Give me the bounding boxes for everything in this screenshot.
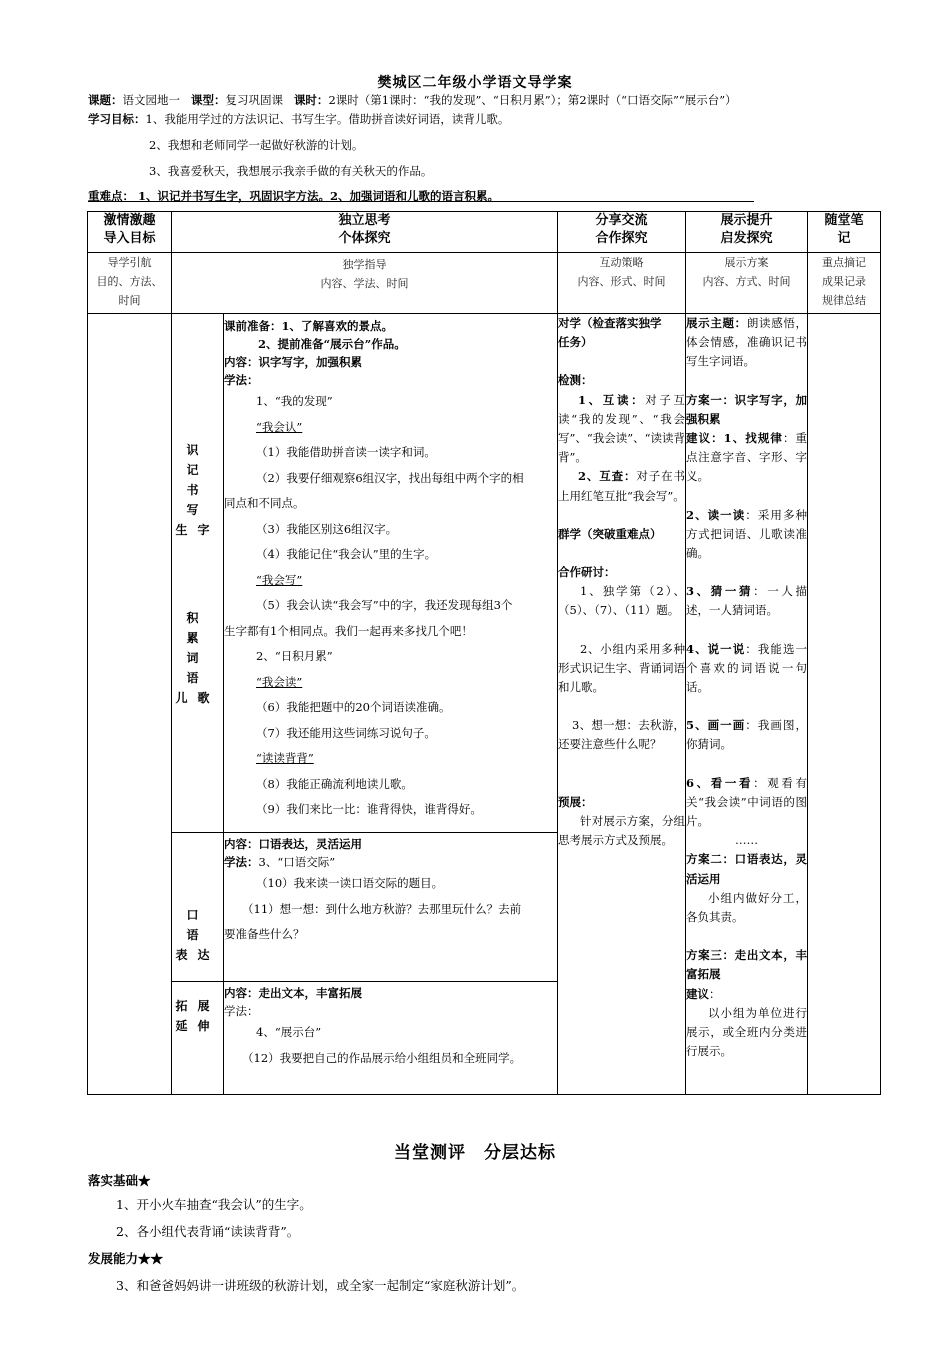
goal-1: 1、我能用学过的方法识记、书写生字。借助拼音读好词语，读背儿歌。 xyxy=(145,112,510,126)
header-col-2: 独立思考 个体探究 xyxy=(172,212,558,253)
basic-label: 落实基础★ xyxy=(88,1173,151,1188)
subheader-row xyxy=(88,253,881,314)
independent-study-cell-2: 内容：口语表达，灵活运用 学法：3、“口语交际” （10）我来读一读口语交际的题目。 （11）想一想：到什么地方秋游？去那里玩什么？去前 要准备些什么？ xyxy=(224,833,558,982)
side-label-kouyu: 口 语 表达 xyxy=(175,908,231,962)
display-plan-cell: 展示主题：朗读感悟，体会情感，准确识记书写生字词语。 方案一：识字写字，加强积累 建议：1、找规律：重点注意字音、字形、字义。 2、读一读：采用多种方式把词语、儿歌读准确。 3、猜一猜：一人描述，一人猜词语。 4、说一说：我能选一个喜欢的词语说一句话。 5、画一画：我画图，你猜词。 6、看一看：观看有关“我会读”中词语的图片。 …… 方案二：口语表达，灵活运用 小组内做好分工，各负其责。 方案三：走出文本，丰富拓展 建议： 以小组为单位进行展示，或全班内分类进行展示。 xyxy=(686,314,808,1095)
guide-column-cell xyxy=(88,314,172,1095)
type-label: 课型： xyxy=(190,93,226,107)
topic-label: 课题： xyxy=(88,93,123,107)
notes-cell xyxy=(808,314,881,1095)
hours-value: 2课时（第1课时：“我的发现”、“日积月累”）；第2课时（“口语交际”“展示台”） xyxy=(328,93,737,107)
evaluation-title: 当堂测评 分层达标 xyxy=(394,1143,556,1163)
side-label-cell-3 xyxy=(172,982,224,1095)
side-label-shizi: 识 记 书 写 生字 xyxy=(175,443,231,537)
ability-label: 发展能力★★ xyxy=(88,1251,164,1266)
independent-study-cell-3: 内容：走出文本，丰富拓展 学法： 4、“展示台” （12）我要把自己的作品展示给小组组员和全班同学。 xyxy=(224,982,558,1095)
side-label-cell-2 xyxy=(172,833,231,982)
type-value: 复习巩固课 xyxy=(225,93,283,107)
subheader-col-3: 互动策略 内容、形式、时间 xyxy=(558,253,686,314)
header-col-4: 展示提升 启发探究 xyxy=(686,212,808,253)
keypoints-text: 1、识记并书写生字，巩固识字方法。2、加强词语和儿歌的语言积累。 xyxy=(134,189,500,203)
goals-line-1 xyxy=(88,111,509,127)
independent-study-cell-1: 课前准备：1、了解喜欢的景点。 2、提前准备“展示台”作品。 内容：识字写字，加强积累 学法： 1、“我的发现” “我会认” （1）我能借助拼音读一读字和词。 （2）我要仔细观察6组汉字，找出每组中两个字的相 同点和不同点。 （3）我能区别这6组汉字。 （4）我能记住“我会认”里的生字。 “我会写” （5）我会认读“我会写”中的字，我还发现每组3个 生字都有1个相同点。我们一起再来多找几个吧！ 2、“日积月累” “我会读” （6）我能把题中的20个词语读准确。 （7）我还能用这些词练习说句子。 “读读背背” （8）我能正确流利地读儿歌。 （9）我们来比一比：谁背得快，谁背得好。 xyxy=(224,314,558,833)
basic-item-2: 2、各小组代表背诵“读读背背”。 xyxy=(116,1224,300,1239)
interaction-strategy-cell: 对学（检查落实独学 任务） 检测： 1、互读：对子互读“我的发现”、“我会写”、“我会读”、“读读背背”。 2、互查：对子在书上用红笔互批“我会写”。 群学（突破重难点） 合作研讨： 1、独学第（2）、（5）、（7）、（11）题。 2、小组内采用多种形式识记生字、背诵词语和儿歌。 3、想一想：去秋游，还要注意些什么呢？ 预展： 针对展示方案，分组思考展示方式及预展。 xyxy=(558,314,686,1095)
keypoints-underline xyxy=(88,201,754,202)
keypoints-label: 重难点： xyxy=(88,189,134,203)
header-col-3: 分享交流 合作探究 xyxy=(558,212,686,253)
basic-item-1: 1、开小火车抽查“我会认”的生字。 xyxy=(116,1197,312,1212)
side-label-jilei: 积 累 词 语 儿歌 xyxy=(175,611,231,705)
lesson-table xyxy=(87,211,881,1095)
meta-line xyxy=(88,92,737,108)
section-row-1 xyxy=(88,314,881,833)
side-label-cell-1 xyxy=(172,314,231,833)
hours-label: 课时： xyxy=(293,93,329,107)
subheader-col-5: 重点摘记 成果记录 规律总结 xyxy=(808,253,881,314)
subheader-col-4: 展示方案 内容、方式、时间 xyxy=(686,253,808,314)
side-label-tuozhan: 拓展 延伸 xyxy=(175,999,220,1033)
subheader-col-2: 独学指导 内容、学法、时间 xyxy=(172,253,558,314)
document-title: 樊城区二年级小学语文导学案 xyxy=(377,75,573,91)
header-col-1: 激情激趣 导入目标 xyxy=(88,212,172,253)
goal-3: 3、我喜爱秋天，我想展示我亲手做的有关秋天的作品。 xyxy=(149,164,433,178)
goals-label: 学习目标： xyxy=(88,112,146,126)
header-col-5: 随堂笔 记 xyxy=(808,212,881,253)
subheader-col-1: 导学引航 目的、方法、 时间 xyxy=(88,253,172,314)
header-row xyxy=(88,212,881,253)
goal-2: 2、我想和老师同学一起做好秋游的计划。 xyxy=(149,138,364,152)
ability-item-1: 3、和爸爸妈妈讲一讲班级的秋游计划，或全家一起制定“家庭秋游计划”。 xyxy=(116,1278,525,1293)
topic-value: 语文园地一 xyxy=(122,93,180,107)
